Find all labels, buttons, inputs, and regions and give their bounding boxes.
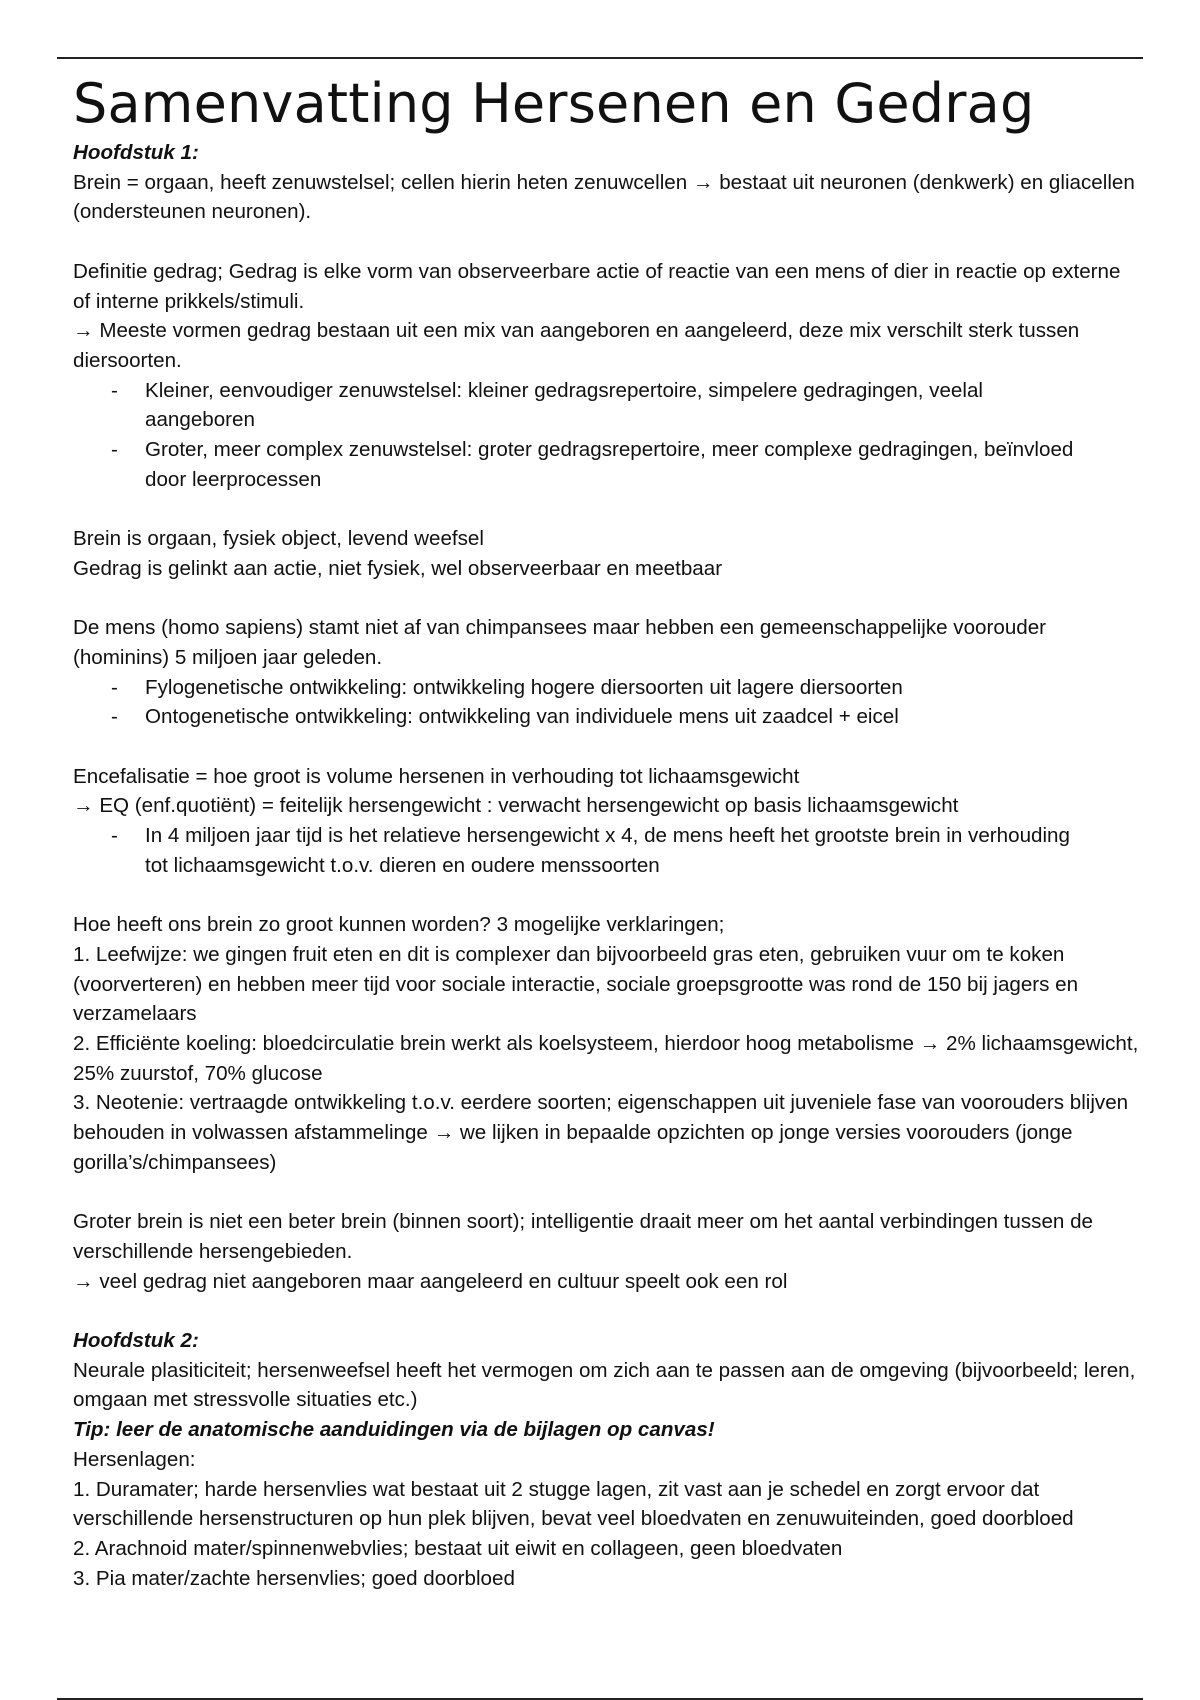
paragraph: Neurale plasiticiteit; hersenweefsel heeft het vermogen om zich aan te passen aan de omgeving (bijvoorbeeld; leren, omgaan met stressvolle situaties etc.) <box>73 1358 1136 1412</box>
section-heading: Hoofdstuk 1: <box>73 141 199 164</box>
bullet-list <box>73 673 1143 732</box>
top-page-rule <box>57 57 1143 59</box>
dash-bullet-icon: - <box>111 824 118 848</box>
list-item <box>73 435 1143 494</box>
bullet-list <box>73 821 1143 880</box>
paragraph: Brein = orgaan, heeft zenuwstelsel; cellen hierin heten zenuwcellen → bestaat uit neuronen (denkwerk) en gliacellen (ondersteunen neuronen). <box>73 170 1135 224</box>
paragraph: Hersenlagen: <box>73 1447 196 1471</box>
paragraph: Gedrag is gelinkt aan actie, niet fysiek, wel observeerbaar en meetbaar <box>73 556 723 580</box>
paragraph: 3. Pia mater/zachte hersenvlies; goed doorbloed <box>73 1566 515 1590</box>
paragraph-spacer <box>73 494 1143 524</box>
paragraph-spacer <box>73 881 1143 911</box>
paragraph-spacer <box>73 227 1143 257</box>
paragraph-spacer <box>73 1296 1143 1326</box>
dash-bullet-icon: - <box>111 675 118 699</box>
bullet-list <box>73 376 1143 495</box>
paragraph: Brein is orgaan, fysiek object, levend weefsel <box>73 527 484 551</box>
document-title: Samenvatting Hersenen en Gedrag <box>73 72 1035 135</box>
section-heading: Hoofdstuk 2: <box>73 1329 199 1353</box>
dash-bullet-icon: - <box>111 378 118 402</box>
section-heading: Tip: leer de anatomische aanduidingen via de bijlagen op canvas! <box>73 1418 715 1442</box>
list-item-text: Groter, meer complex zenuwstelsel: groter gedragsrepertoire, meer complexe gedragingen, beïnvloed door leerprocessen <box>145 438 1074 491</box>
document-page <box>73 70 1143 1593</box>
paragraph: Definitie gedrag; Gedrag is elke vorm van observeerbare actie of reactie van een mens of dier in reactie op externe of interne prikkels/stimuli. <box>73 259 1121 313</box>
paragraph: Hoe heeft ons brein zo groot kunnen worden? 3 mogelijke verklaringen; <box>73 913 725 937</box>
list-item <box>73 702 1143 732</box>
paragraph-spacer <box>73 1178 1143 1208</box>
list-item <box>73 673 1143 703</box>
dash-bullet-icon: - <box>111 438 118 462</box>
paragraph: 1. Duramater; harde hersenvlies wat bestaat uit 2 stugge lagen, zit vast aan je schedel en zorgt ervoor dat verschillende hersenstructuren op hun plek blijven, bevat veel bloedvaten en zenuwuiteinden, goed doorbloed <box>73 1477 1074 1531</box>
paragraph: 3. Neotenie: vertraagde ontwikkeling t.o.v. eerdere soorten; eigenschappen uit juveniele fase van voorouders blijven behouden in volwassen afstammelinge → we lijken in bepaalde opzichten op jonge versies voorouders (jonge gorilla’s/chimpansees) <box>73 1091 1129 1174</box>
paragraph: Groter brein is niet een beter brein (binnen soort); intelligentie draait meer om het aantal verbindingen tussen de verschillende hersengebieden. <box>73 1210 1093 1263</box>
list-item-text: Fylogenetische ontwikkeling: ontwikkeling hogere diersoorten uit lagere diersoorten <box>145 675 903 699</box>
paragraph: De mens (homo sapiens) stamt niet af van chimpansees maar hebben een gemeenschappelijke voorouder (hominins) 5 miljoen jaar geleden. <box>73 616 1047 669</box>
paragraph: → EQ (enf.quotiënt) = feitelijk hersengewicht : verwacht hersengewicht op basis lichaamsgewicht <box>73 794 959 818</box>
document-body <box>73 138 1143 1593</box>
paragraph: 2. Efficiënte koeling: bloedcirculatie brein werkt als koelsysteem, hierdoor hoog metabolisme → 2% lichaamsgewicht, 25% zuurstof, 70% glucose <box>73 1032 1139 1085</box>
list-item-text: Ontogenetische ontwikkeling: ontwikkeling van individuele mens uit zaadcel + eicel <box>145 705 899 729</box>
paragraph: → Meeste vormen gedrag bestaan uit een mix van aangeboren en aangeleerd, deze mix verschilt sterk tussen diersoorten. <box>73 319 1080 372</box>
dash-bullet-icon: - <box>111 705 118 729</box>
paragraph-spacer <box>73 732 1143 762</box>
list-item <box>73 821 1143 880</box>
paragraph: → veel gedrag niet aangeboren maar aangeleerd en cultuur speelt ook een rol <box>73 1269 788 1293</box>
paragraph: 2. Arachnoid mater/spinnenwebvlies; bestaat uit eiwit en collageen, geen bloedvaten <box>73 1536 843 1560</box>
paragraph-spacer <box>73 584 1143 614</box>
paragraph: 1. Leefwijze: we gingen fruit eten en dit is complexer dan bijvoorbeeld gras eten, gebruiken vuur om te koken (voorverteren) en hebben meer tijd voor sociale interactie, sociale groepsgrootte was rond de 150 bij jagers en verzamelaars <box>73 942 1079 1026</box>
list-item-text: In 4 miljoen jaar tijd is het relatieve hersengewicht x 4, de mens heeft het grootste brein in verhouding tot lichaamsgewicht t.o.v. dieren en oudere menssoorten <box>145 824 1070 877</box>
list-item <box>73 376 1143 435</box>
paragraph: Encefalisatie = hoe groot is volume hersenen in verhouding tot lichaamsgewicht <box>73 764 800 788</box>
list-item-text: Kleiner, eenvoudiger zenuwstelsel: kleiner gedragsrepertoire, simpelere gedragingen, veelal aangeboren <box>145 378 983 432</box>
